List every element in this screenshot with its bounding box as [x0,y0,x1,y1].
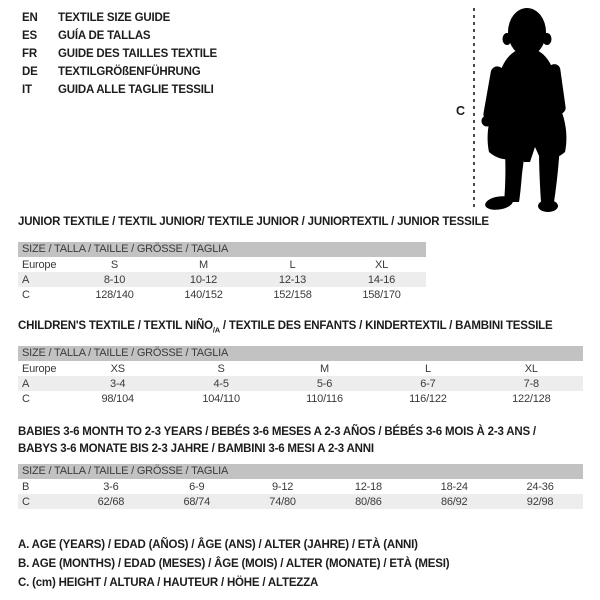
size-cell: 116/122 [409,392,447,405]
language-row [22,9,217,27]
size-cell: 140/152 [184,288,223,301]
size-cell: 14-16 [367,273,396,286]
size-cell: 18-24 [440,480,468,493]
size-cell: 7-8 [523,377,539,390]
size-cell: 12-13 [278,273,307,286]
row-label: A [22,377,30,390]
size-cell: 92/98 [526,495,554,508]
size-cell: 98/104 [101,392,134,405]
size-cell: 12-18 [354,480,382,493]
toddler-silhouette-image [477,4,595,224]
table-row [18,376,583,391]
size-cell: 104/110 [202,392,240,405]
babies-title-line2: BABYS 3-6 MONATE BIS 2-3 JAHRE / BAMBINI 3-6 MESI A 2-3 ANNI [18,443,374,455]
language-code: FR [22,48,37,60]
guide-title: GUIDE DES TAILLES TEXTILE [58,48,217,60]
row-label: Europe [22,258,57,271]
table-row [18,494,583,509]
size-cell: 10-12 [189,273,218,286]
size-cell: 6-9 [189,480,205,493]
junior-section-title: JUNIOR TEXTILE / TEXTIL JUNIOR/ TEXTILE JUNIOR / JUNIORTEXTIL / JUNIOR TESSILE [18,216,489,228]
size-cell: 80/86 [355,495,382,508]
size-header-bar: SIZE / TALLA / TAILLE / GRÖSSE / TAGLIA [18,242,426,257]
size-cell: 6-7 [420,377,436,390]
size-cell: L [424,362,431,375]
language-code: DE [22,66,38,78]
size-cell: 68/74 [183,495,210,508]
row-label: Europe [22,362,57,375]
table-row [18,361,583,376]
babies-section-title [18,426,536,456]
children-title-text: / TEXTILE DES ENFANTS / KINDERTEXTIL / BAMBINI TESSILE [219,320,553,332]
row-label: B [22,480,30,493]
size-cell: 3-6 [103,480,119,493]
language-code: IT [22,84,32,96]
language-row [22,63,217,81]
size-cell: 8-10 [103,273,126,286]
height-marker-label: C [456,104,466,118]
size-cell: 74/80 [269,495,296,508]
children-size-table [18,346,583,406]
measurement-legend [18,536,449,593]
size-cell: XS [110,362,125,375]
size-cell: 110/116 [306,392,343,405]
table-row [18,287,426,302]
legend-line-c: C. (cm) HEIGHT / ALTURA / HAUTEUR / HÖHE / ALTEZZA [18,577,319,589]
size-cell: 158/170 [362,288,401,301]
babies-size-table [18,464,583,509]
table-row [18,257,426,272]
size-header-bar: SIZE / TALLA / TAILLE / GRÖSSE / TAGLIA [18,464,583,479]
size-cell: M [320,362,329,375]
babies-title-line1: BABIES 3-6 MONTH TO 2-3 YEARS / BEBÉS 3-6 MESES A 2-3 AÑOS / BÉBÉS 3-6 MOIS À 2-3 ANS / [18,426,536,438]
guide-title: TEXTILGRÖßENFÜHRUNG [58,66,201,78]
language-row [22,81,217,99]
legend-line-a: A. AGE (YEARS) / EDAD (AÑOS) / ÂGE (ANS) / ALTER (JAHRE) / ETÀ (ANNI) [18,539,418,551]
language-row [22,45,217,63]
table-row [18,479,583,494]
legend-line-b: B. AGE (MONTHS) / EDAD (MESES) / ÂGE (MOIS) / ALTER (MONATE) / ETÀ (MESI) [18,558,450,570]
row-label: A [22,273,30,286]
size-cell: XL [374,258,389,271]
table-row [18,272,426,287]
size-cell: S [110,258,119,271]
size-cell: 122/128 [512,392,551,405]
size-cell: 62/68 [97,495,125,508]
guide-title: GUÍA DE TALLAS [58,30,151,42]
size-cell: 152/158 [273,288,312,301]
size-cell: 24-36 [526,480,554,493]
size-cell: 5-6 [316,377,333,390]
children-section-title [18,320,552,336]
children-title-subscript: /A [212,325,220,335]
row-label: C [22,495,30,508]
size-cell: 9-12 [271,480,294,493]
size-cell: 4-5 [213,377,229,390]
row-label: C [22,288,30,301]
size-cell: 86/92 [440,495,468,508]
size-cell: 128/140 [95,288,134,301]
size-cell: M [199,258,208,271]
junior-size-table [18,242,426,302]
guide-title: GUIDA ALLE TAGLIE TESSILI [58,84,214,96]
table-row [18,391,583,406]
language-code: EN [22,12,38,24]
language-code: ES [22,30,37,42]
size-cell: L [289,258,296,271]
row-label: C [22,392,30,405]
size-cell: XL [524,362,538,375]
children-title-text: CHILDREN'S TEXTILE / TEXTIL NIÑO [18,320,213,332]
guide-title: TEXTILE SIZE GUIDE [58,12,171,24]
size-header-bar: SIZE / TALLA / TAILLE / GRÖSSE / TAGLIA [18,346,583,361]
size-cell: S [217,362,225,375]
language-row [22,27,217,45]
height-measure-dotted-line [473,8,475,210]
language-title-block [22,9,217,99]
size-cell: 3-4 [110,377,126,390]
